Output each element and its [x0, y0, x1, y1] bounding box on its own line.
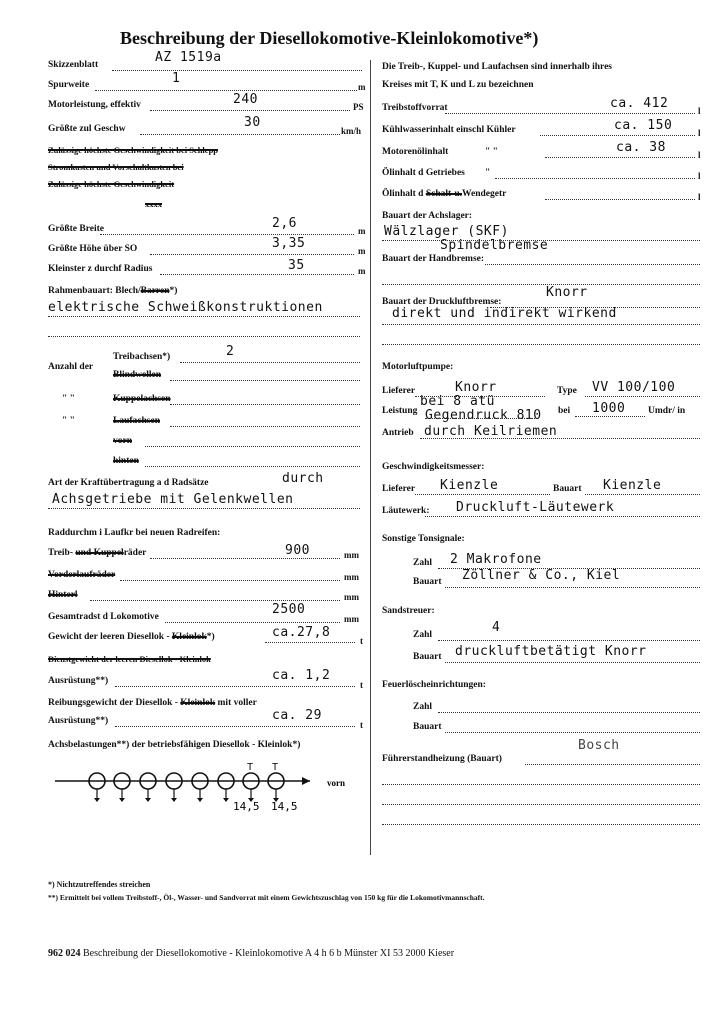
gewicht-leer-label: Gewicht der leeren Diesellok - Kleinlok*) — [48, 632, 215, 642]
ausruestung-2-label: Ausrüstung**) — [48, 716, 109, 726]
laeutewerk-label: Läutewerk: — [382, 506, 430, 516]
blindwellen-label: Blindwellen — [113, 370, 162, 380]
intro-line-1: Die Treib-, Kuppel- und Laufachsen sind innerhalb ihres — [382, 62, 612, 72]
form-footer — [48, 948, 454, 959]
radstand-unit: mm — [344, 614, 359, 624]
treibachsen-label: Treibachsen*) — [113, 352, 171, 362]
motoroel-unit: l — [698, 150, 701, 160]
quote-mark-2: " " — [62, 416, 75, 426]
radstand-value: 2500 — [272, 602, 306, 617]
heizung-label: Führerstandheizung (Bauart) — [382, 754, 502, 764]
motoroel-value: ca. 38 — [616, 140, 666, 155]
footnote-2: **) Ermittelt bei vollem Treibstoff-, Öl-, Wasser- und Sandvorrat mit einem Gewichtszuschlag von 150 kg für die Lokomotivmannschaft. — [48, 893, 485, 902]
gm-lieferer-value: Kienzle — [440, 478, 499, 493]
rahmenbauart-label: Rahmenbauart: Blech/Barren*) — [48, 286, 178, 296]
fl-bauart-label: Bauart — [413, 722, 442, 732]
geschwindigkeitsmesser-label: Geschwindigkeitsmesser: — [382, 462, 485, 472]
ausruestung-1-label: Ausrüstung**) — [48, 676, 109, 686]
kraft-value-1: durch — [282, 471, 324, 486]
skizzenblatt-label: Skizzenblatt — [48, 60, 99, 70]
tonsignale-label: Sonstige Tonsignale: — [382, 534, 465, 544]
ausruestung-2-unit: t — [360, 720, 363, 730]
vorn-label: vorn — [113, 436, 132, 446]
breite-value: 2,6 — [272, 216, 297, 231]
hoehe-unit: m — [358, 246, 366, 256]
ts-bauart-value: Zöllner & Co., Kiel — [462, 568, 621, 583]
radstand-label: Gesamtradst d Lokomotive — [48, 612, 159, 622]
druckluft-value-1: Knorr — [546, 285, 588, 300]
laufachsen-label: Laufachsen — [113, 416, 160, 426]
spurweite-unit: m — [358, 82, 366, 92]
type-label: Type — [557, 386, 577, 396]
treibachsen-value: 2 — [226, 344, 235, 359]
struck-line-4: xxxx — [145, 199, 162, 209]
ss-bauart-label: Bauart — [413, 652, 442, 662]
gm-lieferer-label: Lieferer — [382, 484, 416, 494]
lieferer-value: Knorr — [455, 380, 497, 395]
radius-value: 35 — [288, 258, 305, 273]
page-title: Beschreibung der Diesellokomotive-Kleinlokomotive*) — [120, 28, 539, 48]
anzahl-label: Anzahl der — [48, 362, 94, 372]
wendegetriebe-label: Ölinhalt d Schalt-u.Wendegetr — [382, 189, 507, 199]
getriebe-quotes: " — [485, 168, 491, 178]
kuehlwasser-value: ca. 150 — [614, 118, 673, 133]
antrieb-value: durch Keilriemen — [424, 424, 558, 439]
radius-label: Kleinster z durchf Radius — [48, 264, 153, 274]
type-value: VV 100/100 — [592, 380, 676, 395]
ss-zahl-value: 4 — [492, 620, 501, 635]
geschw-unit: km/h — [341, 126, 362, 136]
axle-load-2: 14,5 — [271, 800, 298, 813]
vorderlauf-label: Vorderlaufräder — [48, 570, 116, 580]
motorluftpumpe-label: Motorluftpumpe: — [382, 362, 454, 372]
hoehe-value: 3,35 — [272, 236, 306, 251]
achsbelastung-label: Achsbelastungen**) der betriebsfähigen Diesellok - Kleinlok*) — [48, 740, 301, 750]
hinter-label: Hinterl — [48, 590, 78, 600]
laeutewerk-value: Druckluft-Läutewerk — [456, 500, 615, 515]
feuerloesch-label: Feuerlöscheinrichtungen: — [382, 680, 486, 690]
kuehlwasser-label: Kühlwasserinhalt einschl Kühler — [382, 125, 516, 135]
kuehlwasser-unit: l — [698, 128, 701, 138]
struck-line-1: Zulässige höchste Geschwindigkeit bei Schlepp — [48, 145, 219, 155]
quote-mark-1: " " — [62, 394, 75, 404]
leistung-label: Leistung — [382, 406, 418, 416]
reibung-label: Reibungsgewicht der Diesellok - Kleinlok mit voller — [48, 698, 257, 708]
diagram-vorn-label: vorn — [327, 778, 345, 788]
axle-tag-T-2: T — [272, 762, 279, 773]
motoroel-label: Motorenölinhalt — [382, 147, 449, 157]
kuppelachsen-label: Kuppelachsen — [113, 394, 171, 404]
antrieb-label: Antrieb — [382, 428, 414, 438]
ts-zahl-label: Zahl — [413, 558, 433, 568]
raddurchm-label: Raddurchm i Laufkr bei neuen Radreifen: — [48, 528, 221, 538]
axle-load-1: 14,5 — [233, 800, 260, 813]
achslager-value: Wälzlager (SKF) — [384, 224, 509, 239]
spurweite-value: 1 — [172, 71, 181, 86]
load-arrows — [97, 789, 276, 799]
skizzenblatt-value: AZ 1519a — [155, 50, 222, 65]
gm-bauart-label: Bauart — [553, 484, 582, 494]
motoroel-quotes: " " — [485, 147, 498, 157]
treibraeder-label: Treib- und Kuppelräder — [48, 548, 147, 558]
struck-line-2: Stromkasten und Vorschaltkasten bei — [48, 162, 184, 172]
column-divider — [370, 60, 371, 855]
footnote-1: *) Nichtzutreffendes streichen — [48, 880, 151, 889]
leistung-value-2: Gegendruck 810 — [425, 408, 542, 423]
bei-value: 1000 — [592, 401, 626, 416]
achslager-label: Bauart der Achslager: — [382, 211, 473, 221]
ausruestung-1-unit: t — [360, 680, 363, 690]
motorleistung-value: 240 — [233, 92, 258, 107]
druckluftbremse-label: Bauart der Druckluftbremse: — [382, 297, 502, 307]
treibraeder-value: 900 — [285, 543, 310, 558]
heizung-value: Bosch — [578, 738, 620, 753]
intro-line-2: Kreises mit T, K und L zu bezeichnen — [382, 80, 534, 90]
ss-zahl-label: Zahl — [413, 630, 433, 640]
ss-bauart-value: druckluftbetätigt Knorr — [455, 644, 647, 659]
wendegetriebe-unit: l — [698, 192, 701, 202]
treibstoff-unit: l — [698, 106, 701, 116]
motorleistung-unit: PS — [353, 102, 364, 112]
treibstoff-label: Treibstoffvorrat — [382, 103, 448, 113]
struck-dienstgewicht: Dienstgewicht der leeren Diesellok - Kleinlok — [48, 654, 211, 664]
getriebe-label: Ölinhalt d Getriebes — [382, 168, 465, 178]
treibstoff-value: ca. 412 — [610, 96, 669, 111]
hinten-label: hinten — [113, 456, 139, 466]
breite-label: Größte Breite — [48, 224, 105, 234]
kraft-value-2: Achsgetriebe mit Gelenkwellen — [52, 492, 294, 507]
geschw-label: Größte zul Geschw — [48, 124, 126, 134]
kraft-label: Art der Kraftübertragung a d Radsätze — [48, 478, 209, 488]
treibraeder-unit: mm — [344, 550, 359, 560]
fl-zahl-label: Zahl — [413, 702, 433, 712]
geschw-value: 30 — [244, 115, 261, 130]
motorleistung-label: Motorleistung, effektiv — [48, 100, 141, 110]
umdr-label: Umdr/ in — [648, 406, 686, 416]
rahmenbauart-value: elektrische Schweißkonstruktionen — [48, 300, 323, 315]
druckluft-value-2: direkt und indirekt wirkend — [392, 306, 617, 321]
diagram-arrowhead — [302, 777, 310, 785]
axle-load-diagram — [55, 755, 360, 815]
spurweite-label: Spurweite — [48, 80, 90, 90]
handbremse-value: Spindelbremse — [440, 238, 549, 253]
gewicht-leer-unit: t — [360, 636, 363, 646]
getriebe-unit: l — [698, 171, 701, 181]
leistung-value-1: bei 8 atü — [420, 394, 495, 409]
struck-line-3: Zulässige höchste Geschwindigkeit — [48, 179, 175, 189]
ts-zahl-value: 2 Makrofone — [450, 552, 542, 567]
sandstreuer-label: Sandstreuer: — [382, 606, 435, 616]
gewicht-leer-value: ca.27,8 — [272, 625, 331, 640]
ausruestung-2-value: ca. 29 — [272, 708, 322, 723]
ts-bauart-label: Bauart — [413, 577, 442, 587]
handbremse-label: Bauart der Handbremse: — [382, 254, 485, 264]
ausruestung-1-value: ca. 1,2 — [272, 668, 331, 683]
axle-tag-T-1: T — [247, 762, 254, 773]
form-number: 962 024 — [48, 948, 81, 959]
form-text: Beschreibung der Diesellokomotive - Kleinlokomotive A 4 h 6 b Münster XI 53 2000 Kieser — [83, 948, 455, 959]
hoehe-label: Größte Höhe über SO — [48, 244, 138, 254]
radius-unit: m — [358, 266, 366, 276]
gm-bauart-value: Kienzle — [603, 478, 662, 493]
vorderlauf-unit: mm — [344, 572, 359, 582]
hinter-unit: mm — [344, 592, 359, 602]
breite-unit: m — [358, 226, 366, 236]
bei-label: bei — [558, 406, 571, 416]
lieferer-label: Lieferer — [382, 386, 416, 396]
